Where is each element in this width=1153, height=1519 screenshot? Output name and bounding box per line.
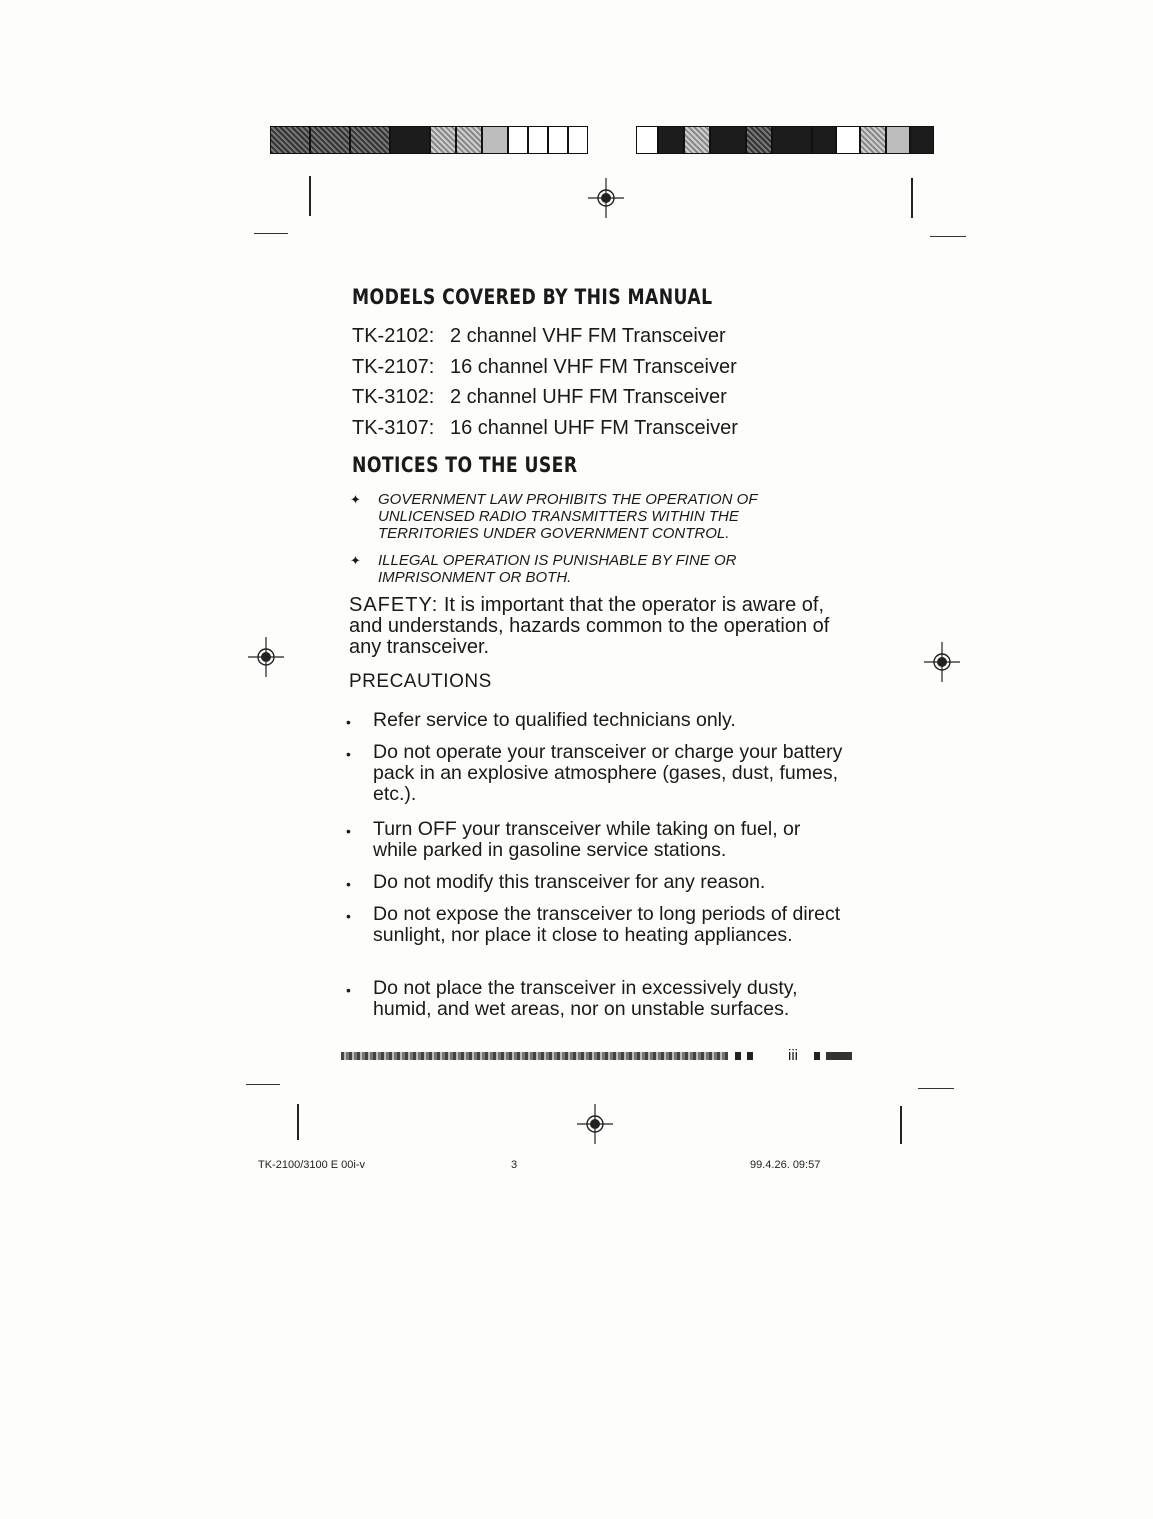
crop-mark — [911, 178, 913, 218]
color-bar-left — [270, 126, 588, 154]
crop-mark — [309, 176, 311, 216]
footer-sheet-number: 3 — [511, 1159, 518, 1171]
bullet-icon: • — [346, 714, 351, 730]
page-number: iii — [788, 1047, 798, 1064]
model-desc: 16 channel VHF FM Transceiver — [450, 356, 737, 378]
safety-paragraph — [349, 595, 849, 658]
registration-mark-icon — [248, 637, 284, 677]
footer-timestamp: 99.4.26. 09:57 — [750, 1159, 821, 1171]
precaution-item — [346, 872, 843, 895]
registration-mark-icon — [924, 642, 960, 682]
notice-text: ILLEGAL OPERATION IS PUNISHABLE BY FINE OR IMPRISONMENT OR BOTH. — [378, 552, 737, 586]
crop-mark — [918, 1088, 954, 1089]
footer-mark — [814, 1052, 820, 1060]
safety-label: SAFETY: — [349, 594, 439, 616]
model-row — [352, 356, 737, 379]
footer-mark — [747, 1052, 753, 1060]
model-row — [352, 386, 727, 409]
model-row — [352, 325, 726, 348]
bullet-icon: • — [346, 982, 351, 998]
precaution-item — [346, 904, 843, 946]
safety-text: It is important that the operator is aware of, and understands, hazards common to the operation of any transceiver. — [349, 594, 830, 658]
precaution-item — [346, 710, 843, 733]
model-code: TK-2107: — [352, 356, 435, 378]
model-code: TK-2102: — [352, 325, 435, 347]
crop-mark — [297, 1104, 299, 1140]
model-desc: 2 channel UHF FM Transceiver — [450, 386, 727, 408]
model-code: TK-3107: — [352, 417, 435, 439]
crop-mark — [900, 1106, 902, 1144]
precautions-heading: PRECAUTIONS — [349, 671, 492, 692]
precaution-text: Turn OFF your transceiver while taking on fuel, or while parked in gasoline service stations. — [373, 818, 801, 861]
footer-filename: TK-2100/3100 E 00i-v — [258, 1159, 366, 1171]
color-bar-right — [636, 126, 934, 154]
precaution-item — [346, 819, 843, 861]
footer-mark — [735, 1052, 741, 1060]
precaution-text: Do not expose the transceiver to long periods of direct sunlight, nor place it close to heating appliances. — [373, 903, 841, 946]
crop-mark — [930, 236, 966, 237]
footer-rule — [341, 1052, 728, 1060]
crop-mark — [246, 1084, 280, 1085]
model-desc: 2 channel VHF FM Transceiver — [450, 325, 726, 347]
precaution-text: Do not modify this transceiver for any reason. — [373, 871, 766, 893]
precaution-text: Do not operate your transceiver or charge your battery pack in an explosive atmosphere (gases, dust, fumes, etc.). — [373, 741, 843, 805]
model-code: TK-3102: — [352, 386, 435, 408]
precaution-item — [346, 742, 843, 805]
bullet-icon: • — [346, 746, 351, 762]
precaution-item — [346, 978, 843, 1020]
precaution-text: Refer service to qualified technicians only. — [373, 709, 736, 731]
footer-mark — [826, 1052, 852, 1060]
bullet-icon: • — [346, 876, 351, 892]
bullet-icon: • — [346, 908, 351, 924]
models-heading: MODELS COVERED BY THIS MANUAL — [352, 285, 713, 309]
model-desc: 16 channel UHF FM Transceiver — [450, 417, 738, 439]
notice-text: GOVERNMENT LAW PROHIBITS THE OPERATION OF UNLICENSED RADIO TRANSMITTERS WITHIN THE TERRITORIES UNDER GOVERNMENT CONTROL. — [378, 491, 758, 542]
bullet-icon: • — [346, 823, 351, 839]
registration-mark-icon — [577, 1104, 613, 1144]
crop-mark — [254, 233, 288, 234]
diamond-bullet-icon: ✦ — [350, 492, 361, 507]
diamond-bullet-icon: ✦ — [350, 553, 361, 568]
precaution-text: Do not place the transceiver in excessively dusty, humid, and wet areas, nor on unstable surfaces. — [373, 977, 798, 1020]
model-row — [352, 417, 738, 440]
registration-mark-icon — [588, 178, 624, 218]
notices-heading: NOTICES TO THE USER — [352, 453, 578, 477]
notice-item — [350, 491, 798, 542]
notice-item — [350, 552, 778, 586]
